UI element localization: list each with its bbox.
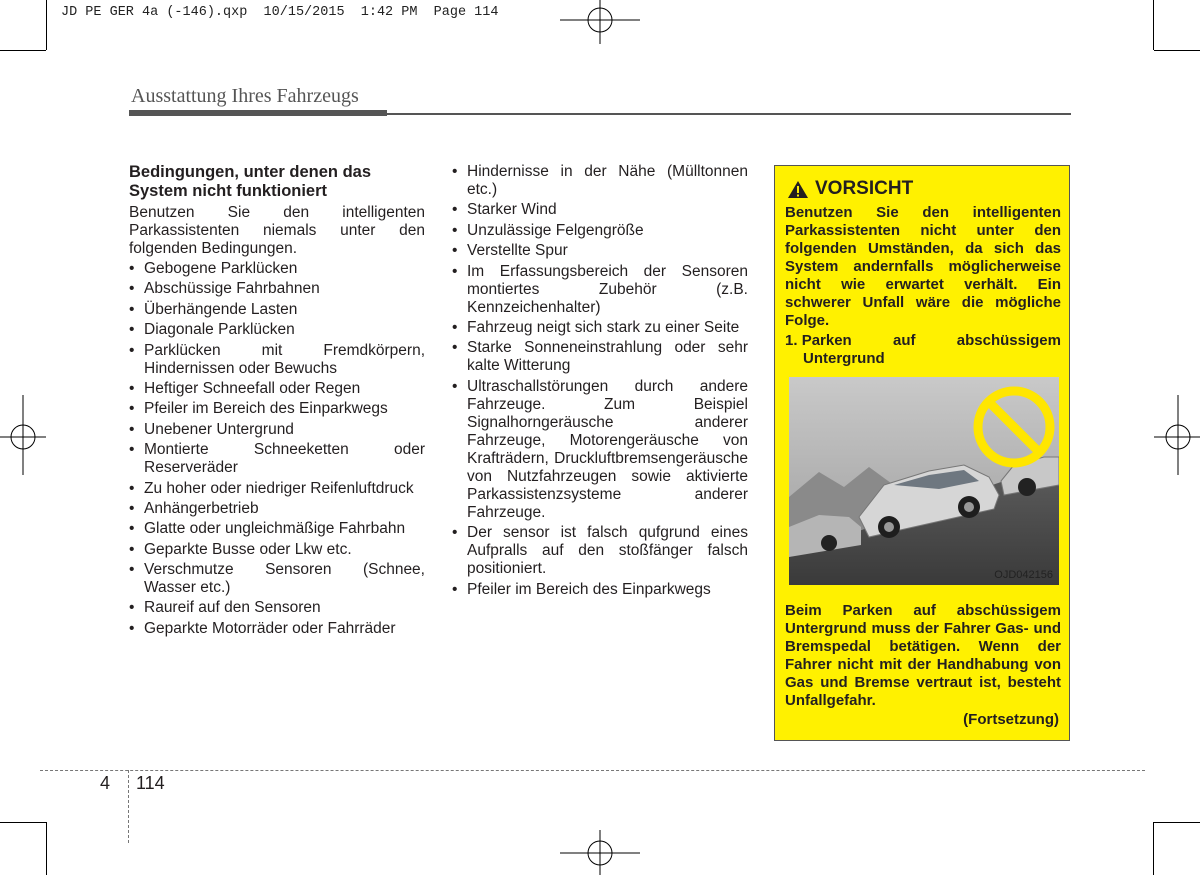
list-item: • Diagonale Parklücken [129,321,425,339]
list-item: • Im Erfassungsbereich der Sensoren montiertes Zubehör (z.B. Kennzeichenhalter) [452,263,748,317]
registration-mark-left [0,395,50,475]
column-2 [452,163,748,601]
list-item: • Starke Sonneneinstrahlung oder sehr kalte Witterung [452,339,748,375]
list-item: • Ultraschallstörungen durch andere Fahrzeuge. Zum Beispiel Signalhorngeräusche anderer Fahrzeuge, Motorengeräusche von Krafträdern, Druckluftbremsengeräusche von Nutzfahrzeugen sowie aktivierte Parkassistenzsysteme anderer Fahrzeuge. [452,378,748,522]
list-item: • Gebogene Parklücken [129,260,425,278]
step-word-3: abschüssigem [956,332,1061,349]
image-code: OJD042156 [994,569,1053,581]
registration-mark-right [1152,395,1200,475]
list-item: • Glatte oder ungleichmäßige Fahrbahn [129,520,425,538]
parking-illustration-svg [789,377,1059,585]
list-item: • Überhängende Lasten [129,301,425,319]
condition-list-2 [452,163,748,599]
list-item: • Geparkte Motorräder oder Fahrräder [129,620,425,638]
list-item: • Pfeiler im Bereich des Einparkwegs [129,400,425,418]
list-item: • Anhängerbetrieb [129,500,425,518]
list-item: • Parklücken mit Fremdkörpern, Hindernissen oder Bewuchs [129,342,425,378]
registration-mark-bottom [560,825,640,875]
condition-list-1 [129,260,425,638]
page-number: 114 [136,773,165,793]
list-item: • Verschmutze Sensoren (Schnee, Wasser etc.) [129,561,425,597]
caution-step [785,332,1061,368]
step-word-1: Parken [801,332,852,349]
list-item: • Unzulässige Felgengröße [452,222,748,240]
list-item: • Der sensor ist falsch qufgrund eines Aufpralls auf den stoßfänger falsch positioniert. [452,524,748,578]
warning-triangle-icon [787,180,809,199]
chapter-number: 4 [100,773,111,793]
section-title: Bedingungen, unter denen das System nicht funktioniert [129,163,372,200]
list-item: • Montierte Schneeketten oder Reserveräder [129,441,425,477]
list-item: • Pfeiler im Bereich des Einparkwegs [452,581,748,599]
list-item: • Starker Wind [452,201,748,219]
list-item: • Geparkte Busse oder Lkw etc. [129,541,425,559]
caution-title [787,178,913,200]
print-slug: JD PE GER 4a (-146).qxp 10/15/2015 1:42 PM Page 114 [61,5,499,20]
list-item: • Hindernisse in der Nähe (Mülltonnen etc.) [452,163,748,199]
caution-after-text: Beim Parken auf abschüssigem Untergrund muss der Fahrer Gas- und Bremspedal betätigen. Wenn der Fahrer nicht mit der Handhabung von Gas und Bremse vertraut ist, besteht Unfallgefahr. [785,602,1061,709]
section-intro: Benutzen Sie den intelligenten Parkassistenten niemals unter den folgenden Bedingungen. [129,204,425,257]
footer-rule [40,770,1145,771]
slope-parking-illustration [789,377,1059,585]
list-item: • Unebener Untergrund [129,421,425,439]
step-line-2: Untergrund [803,350,885,367]
list-item: • Abschüssige Fahrbahnen [129,280,425,298]
list-item: • Zu hoher oder niedriger Reifenluftdruck [129,480,425,498]
step-number: 1. [785,332,798,349]
list-item: • Fahrzeug neigt sich stark zu einer Seite [452,319,748,337]
running-head: Ausstattung Ihres Fahrzeugs [131,85,359,107]
header-rule [129,110,1071,116]
list-item: • Raureif auf den Sensoren [129,599,425,617]
caution-box [774,165,1070,741]
registration-mark-top [560,0,640,50]
caution-title-text: VORSICHT [815,178,914,199]
caution-body: Benutzen Sie den intelligenten Parkassistenten nicht unter den folgenden Umständen, da sich das System andernfalls möglicherweise nicht wie erwartet verhält. Ein schwerer Unfall wäre die mögliche Folge. [785,204,1061,329]
step-word-2: auf [893,332,916,349]
footer-vertical-rule [128,770,129,843]
column-1 [129,163,425,640]
list-item: • Verstellte Spur [452,242,748,260]
list-item: • Heftiger Schneefall oder Regen [129,380,425,398]
continued-label: (Fortsetzung) [963,711,1059,728]
